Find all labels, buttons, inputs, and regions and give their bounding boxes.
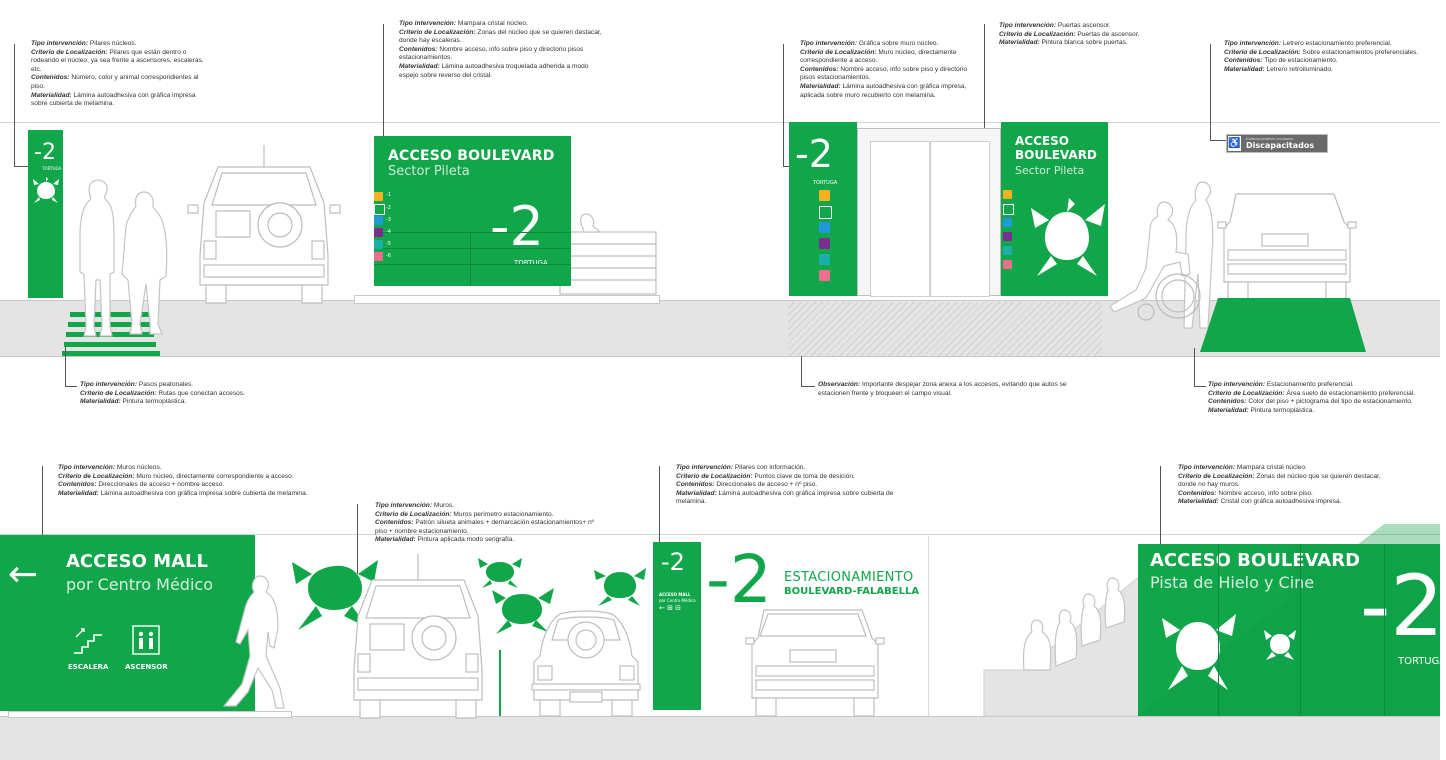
glass-1-line-1 — [374, 232, 571, 233]
parking-wall-subtitle: BOULEVARD-FALABELLA — [784, 586, 920, 597]
glass-1-subtitle: Sector Pileta — [388, 164, 470, 179]
note-2-leader — [383, 24, 384, 142]
note-6-leader-h — [65, 386, 77, 387]
dir-chip-4 — [374, 228, 383, 237]
pillar-2-line-1: ACCESO MALL — [659, 592, 691, 597]
stair-ramp — [984, 566, 1144, 716]
turtle-icon — [31, 176, 61, 204]
section-divider — [928, 536, 929, 716]
note-9-leader — [42, 466, 43, 544]
core-wall-left-panel — [789, 122, 857, 296]
turtle-icon — [1158, 606, 1238, 692]
mall-subtitle: por Centro Médico — [66, 575, 213, 594]
mall-access-wall — [0, 535, 255, 711]
glass-2-level: -2 — [1360, 557, 1444, 655]
note-grafica-muro: Tipo intervención: Gráfica sobre muro núcleo. Criterio de Localización: Muro núcleo, directamente correspondiente a acceso. Contenidos: Nombre acceso, info sobre piso y directorio pisos estacionamientos. Materialidad: Lámina autoadhesiva con gráfica impresa, aplicada sobre muro recubierto con melamina. — [800, 40, 968, 99]
top-floor-bottom-line — [0, 356, 1440, 357]
pref-sign-small: Estacionamiento exclusivo — [1246, 136, 1294, 141]
note-mampara-cristal: Tipo intervención: Mampara cristal núcleo. Criterio de Localización: Zonas del núcleo que se quieren destacar, donde hay escaleras. Contenidos: Nombre acceso, info sobre piso y directorio pisos estacionamientos. Materialidad: Lámina autoadhesiva troquelada adherida a modo espejo sobre reverso del cristal. — [399, 20, 602, 79]
dir-chip-5 — [374, 240, 383, 249]
note-5-leader — [1210, 44, 1211, 140]
pictogram-chip-5 — [819, 254, 830, 265]
glass-1-animal: TORTUGA — [514, 259, 548, 267]
elevator-frame — [857, 128, 1001, 296]
note-pasos-peatonales: Tipo intervención: Pasos peatonales. Criterio de Localización: Rutas que conectan accesos. Materialidad: Pintura termoplástica. — [80, 381, 245, 406]
note-8-leader-h — [1194, 386, 1206, 387]
mall-wall-base — [8, 711, 292, 718]
core-right-chip-1 — [1003, 190, 1012, 199]
dir-level-3: -3 — [386, 217, 391, 223]
stairs-icon — [72, 627, 106, 655]
suv-rear-bottom — [342, 554, 492, 718]
note-1-leader-h — [14, 166, 28, 167]
pref-sign-label: Discapacitados — [1246, 141, 1315, 150]
note-letrero-preferencial: Tipo intervención: Letrero estacionamiento preferencial. Criterio de Localización: Sobre estacionamientos preferenciales. Contenidos: Tipo de estacionamiento. Materialidad: Letrero retroiluminado. — [1224, 40, 1419, 73]
dir-chip-1 — [374, 192, 383, 201]
core-right-subtitle: Sector Pileta — [1015, 164, 1085, 177]
glass-sign-boulevard-cine — [1138, 544, 1446, 716]
stair-rail — [560, 226, 660, 296]
pedestrians-silhouette — [70, 176, 170, 346]
dir-level-5: -5 — [386, 241, 391, 247]
note-3-leader — [783, 44, 784, 166]
pillar-1-animal: TORTUGA — [42, 166, 62, 171]
note-estacionamiento-preferencial: Tipo intervención: Estacionamiento preferencial. Criterio de Localización: Área suelo de estacionamiento preferencial. Contenidos: Color del piso + pictograma del tipo de estacionamiento. Materialidad: Pintura termoplástica. — [1208, 381, 1416, 414]
glass-1-line-3 — [374, 264, 571, 265]
pillar-2-arrow-icon: ← ⊞ ⊟ — [659, 604, 682, 612]
pictogram-chip-1 — [819, 190, 830, 201]
lift-label: ASCENSOR — [125, 663, 168, 671]
sedan-rear-bottom — [746, 604, 886, 718]
wheelchair-icon: ♿ — [1228, 138, 1241, 149]
note-5-leader-h — [1210, 140, 1226, 141]
note-observacion: Observación: Importante despejar zona anexa a los accesos, evitando que autos se estacionen frente y bloqueen el campo visual. — [818, 381, 1067, 397]
parking-marker-line — [499, 650, 501, 716]
note-1-leader — [14, 44, 15, 166]
glass-2-mullion-2 — [1300, 544, 1301, 716]
parking-wall-level: -2 — [706, 541, 772, 618]
glass-sign-boulevard-pileta — [374, 136, 571, 286]
dir-chip-2 — [374, 204, 385, 215]
glass-1-level: -2 — [490, 195, 544, 258]
parking-wall-title: ESTACIONAMIENTO — [784, 570, 914, 585]
pillar-1-level: -2 — [34, 140, 56, 165]
glass-2-mullion-3 — [1384, 544, 1385, 716]
glass-2-subtitle: Pista de Hielo y Cine — [1150, 573, 1315, 592]
core-right-chip-5 — [1003, 246, 1012, 255]
core-right-chip-6 — [1003, 260, 1012, 269]
core-left-level: -2 — [795, 132, 833, 176]
glass-1-title: ACCESO BOULEVARD — [388, 148, 555, 164]
note-12-leader — [1160, 466, 1161, 546]
preferential-floor-area — [1200, 298, 1366, 354]
pictogram-chip-6 — [819, 270, 830, 281]
core-right-title-1: ACCESO — [1015, 134, 1069, 148]
elevator-icon — [132, 625, 160, 655]
core-left-animal: TORTUGA — [813, 180, 838, 186]
turtle-icon — [1262, 626, 1298, 662]
note-pilares-informacion: Tipo intervención: Pilares con información. Criterio de Localización: Puntos clave de toma de desición. Contenidos: Direccionales de acceso + nº piso. Materialidad: Lámina autoadhesiva con gráfica impresa sobre cubierta de melamina. — [676, 464, 894, 506]
turtle-icon — [1027, 194, 1107, 278]
note-11-leader — [659, 466, 660, 544]
note-muros-nucleos: Tipo intervención: Muros núcleos. Criterio de Localización: Muro núcleo, directamente correspondiente a acceso. Contenidos: Direccionales de acceso + nombre acceso. Materialidad: Lámina autoadhesiva con gráfica impresa sobre cubierta de melamina. — [58, 464, 308, 497]
walking-person-silhouette — [222, 572, 292, 712]
dir-chip-3 — [374, 216, 383, 225]
info-pillar-sign — [653, 542, 701, 710]
note-mampara-cristal-2: Tipo intervención: Mampara cristal núcleo. Criterio de Localización: Zonas del núcleo que se quieren destacar, donde no hay muros. Contenidos: Nombre acceso, info sobre piso. Materialidad: Cristal con gráfica autoadhesiva impresa. — [1178, 464, 1381, 506]
dir-level-1: -1 — [386, 192, 391, 198]
note-8-leader — [1194, 348, 1195, 386]
note-7-leader — [801, 356, 802, 386]
pillar-2-line-2: por Centro Médico — [659, 598, 696, 603]
turtle-icon — [594, 566, 646, 606]
core-right-chip-3 — [1003, 218, 1012, 227]
sedan-rear-top — [1218, 188, 1358, 302]
glass-1-divider — [470, 232, 471, 286]
note-6-leader — [65, 346, 66, 386]
pictogram-chip-3 — [819, 222, 830, 233]
dir-chip-6 — [374, 252, 383, 261]
suv-rear-top — [188, 145, 338, 305]
core-right-title-2: BOULEVARD — [1015, 148, 1097, 162]
top-ceiling-line — [0, 122, 1440, 123]
pillar-sign-1 — [28, 130, 63, 298]
mall-title: ACCESO MALL — [66, 551, 208, 572]
glass-2-title: ACCESO BOULEVARD — [1150, 550, 1361, 571]
core-right-chip-4 — [1003, 232, 1012, 241]
glass-rail-base — [354, 295, 660, 304]
beetle-rear — [530, 610, 642, 718]
note-7-leader-h — [801, 386, 815, 387]
core-right-chip-2 — [1003, 204, 1014, 215]
mall-arrow-icon: ← — [8, 554, 39, 595]
note-pilares-nucleos: Tipo intervención: Pilares núcleos. Criterio de Localización: Pilares que están dentro o rodeando el núcleo, ya sea frente a ascensores, escaleras, etc. Contenidos: Número, color y animal correspondientes al piso. Materialidad: Lámina autoadhesiva con gráfica impresa sobre cubierta de melamina. — [31, 40, 204, 108]
keep-clear-zone — [788, 302, 1102, 356]
bottom-floor — [0, 716, 1440, 760]
note-puertas-ascensor: Tipo intervención: Puertas ascensor. Criterio de Localización: Puertas de ascensor. Materialidad: Pintura blanca sobre puertas. — [999, 22, 1140, 47]
dir-level-2: -2 — [386, 205, 391, 211]
pictogram-chip-2 — [819, 206, 832, 219]
dir-level-4: -4 — [386, 229, 391, 235]
pillar-2-level: -2 — [661, 548, 685, 576]
glass-2-mullion-1 — [1218, 544, 1219, 716]
pictogram-chip-4 — [819, 238, 830, 249]
note-muros-perimetro: Tipo intervención: Muros. Criterio de Localización: Muros perímetro estacionamiento. Contenidos: Patrón silueta animales + demarcación estacionamientos+ nº piso + nombre estacionamiento. Materialidad: Pintura aplicada modo serigrafía. — [375, 502, 595, 544]
dir-level-6: -6 — [386, 253, 391, 259]
glass-1-line-2 — [374, 248, 571, 249]
elevator-door-left[interactable] — [870, 141, 930, 297]
stairs-label: ESCALERA — [68, 663, 109, 671]
preferential-parking-sign — [1226, 134, 1328, 153]
core-wall-right-panel — [1001, 122, 1108, 296]
elevator-door-right[interactable] — [930, 141, 990, 297]
glass-2-animal: TORTUGA — [1398, 656, 1446, 667]
